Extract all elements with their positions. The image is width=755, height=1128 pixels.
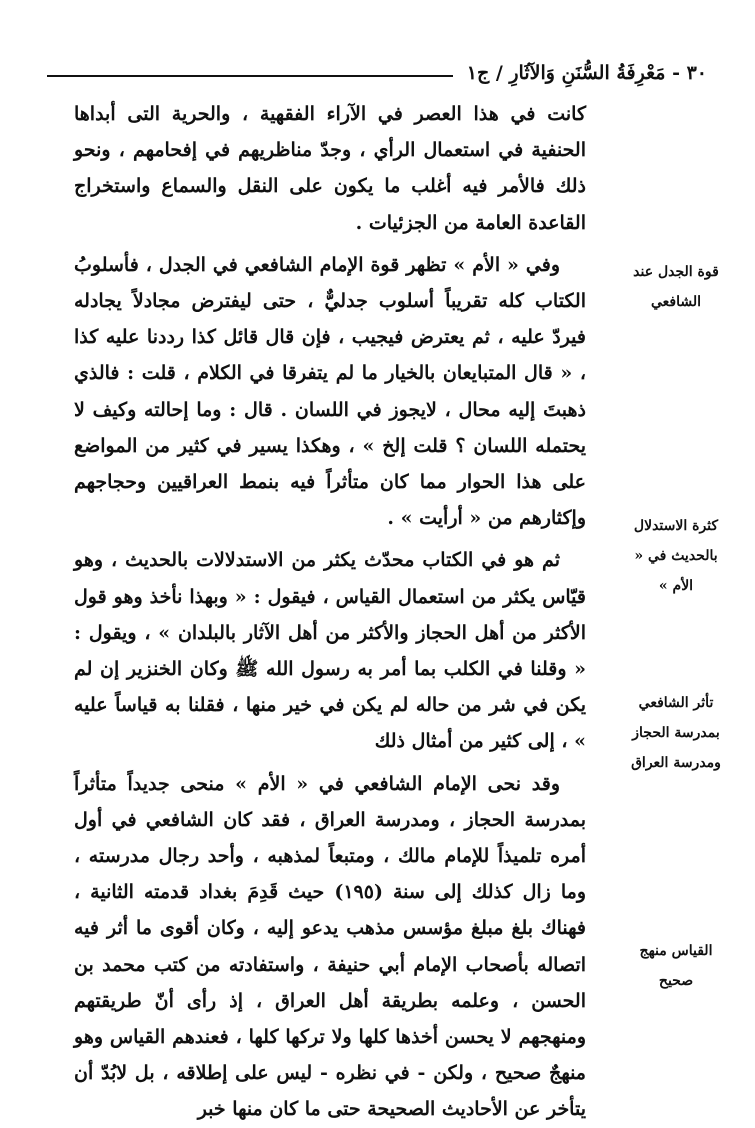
margin-note-qiyas: القياس منهج صحيح <box>639 943 713 989</box>
paragraph-hadith: ثم هو في الكتاب محدّث يكثر من الاستدلالات بالحديث ، وهو قيّاس يكثر من استعمال القياس ، فيقول : « وبهذا نأخذ وهو قول الأكثر من أهل الحجاز والأكثر من أهل الآثار بالبلدان » ، ويقول : « وقلنا في الكلب بما أمر به رسول الله ﷺ وكان الخنزير إن لم يكن في شر من حاله لم يكن في خير منها ، فقلنا به قياساً عليه » ، إلى كثير من أمثال ذلك <box>74 549 586 753</box>
margin-note-schools: تأثر الشافعي بمدرسة الحجاز ومدرسة العراق <box>631 695 721 771</box>
running-head-rule <box>47 75 453 77</box>
paragraph-continuation: كانت في هذا العصر في الآراء الفقهية ، والحرية التى أبداها الحنفية في استعمال الرأي ، وجدّ مناظريهم في إفحامهم ، ونحو ذلك فالأمر فيه أغلب ما يكون على النقل والسماع واستخراج القاعدة العامة من الجزئيات . <box>74 103 586 234</box>
margin-note-hadith: كثرة الاستدلال بالحديث في « الأم » <box>633 518 719 594</box>
running-head-title: ٣٠ - مَعْرِفَةُ السُّنَنِ وَالآثَارِ / ج١ <box>466 62 707 84</box>
paragraph-schools: وقد نحى الإمام الشافعي في « الأم » منحى جديداً متأثراً بمدرسة الحجاز ، ومدرسة العراق ، فقد كان الشافعي في أول أمره تلميذاً للإمام مالك ، ومتبعاً لمذهبه ، وأحد رجال مدرسته ، وما زال كذلك إلى سنة (١٩٥) حيث قَدِمَ بغداد قدمته الثانية ، فهناك بلغ مبلغ مؤسس مذهب يدعو إليه ، وكان أقوى ما أثر فيه اتصاله بأصحاب الإمام أبي حنيفة ، واستفادته من كتب محمد بن الحسن ، وعلمه بطريقة أهل العراق ، إذ رأى أنّ طريقتهم ومنهجهم لا يحسن أخذها كلها ولا تركها كلها ، فعندهم القياس وهو منهجٌ صحيح ، ولكن - في نظره - ليس على إطلاقه ، بل لابُدّ أن يتأخر عن الأحاديث الصحيحة حتى ما كان منها خبر <box>74 772 586 1121</box>
margin-note-debate: قوة الجدل عند الشافعي <box>633 264 719 310</box>
paragraph-debate: وفي « الأم » تظهر قوة الإمام الشافعي في الجدل ، فأسلوبُ الكتاب كله تقريباً أسلوب جدليٌّ ، حتى ليفترض مجادلاً يجادله فيردّ عليه ، ثم يعترض فيجيب ، فإن قال قائل كذا رددنا عليه كذا ، « قال المتبايعان بالخيار ما لم يتفرقا في الكلام ، قلت : فالذي ذهبتَ إليه محال ، لايجوز في اللسان . قال : وما إحالته وكيف لا يحتمله اللسان ؟ قلت إلخ » ، وهكذا يسير في كثير من المواضع على هذا الحوار مما كان متأثراً فيه بنمط العراقيين وحجاجهم وإكثارهم من « أرأيت » . <box>74 253 586 530</box>
running-head <box>47 58 707 88</box>
main-text <box>74 96 586 1128</box>
